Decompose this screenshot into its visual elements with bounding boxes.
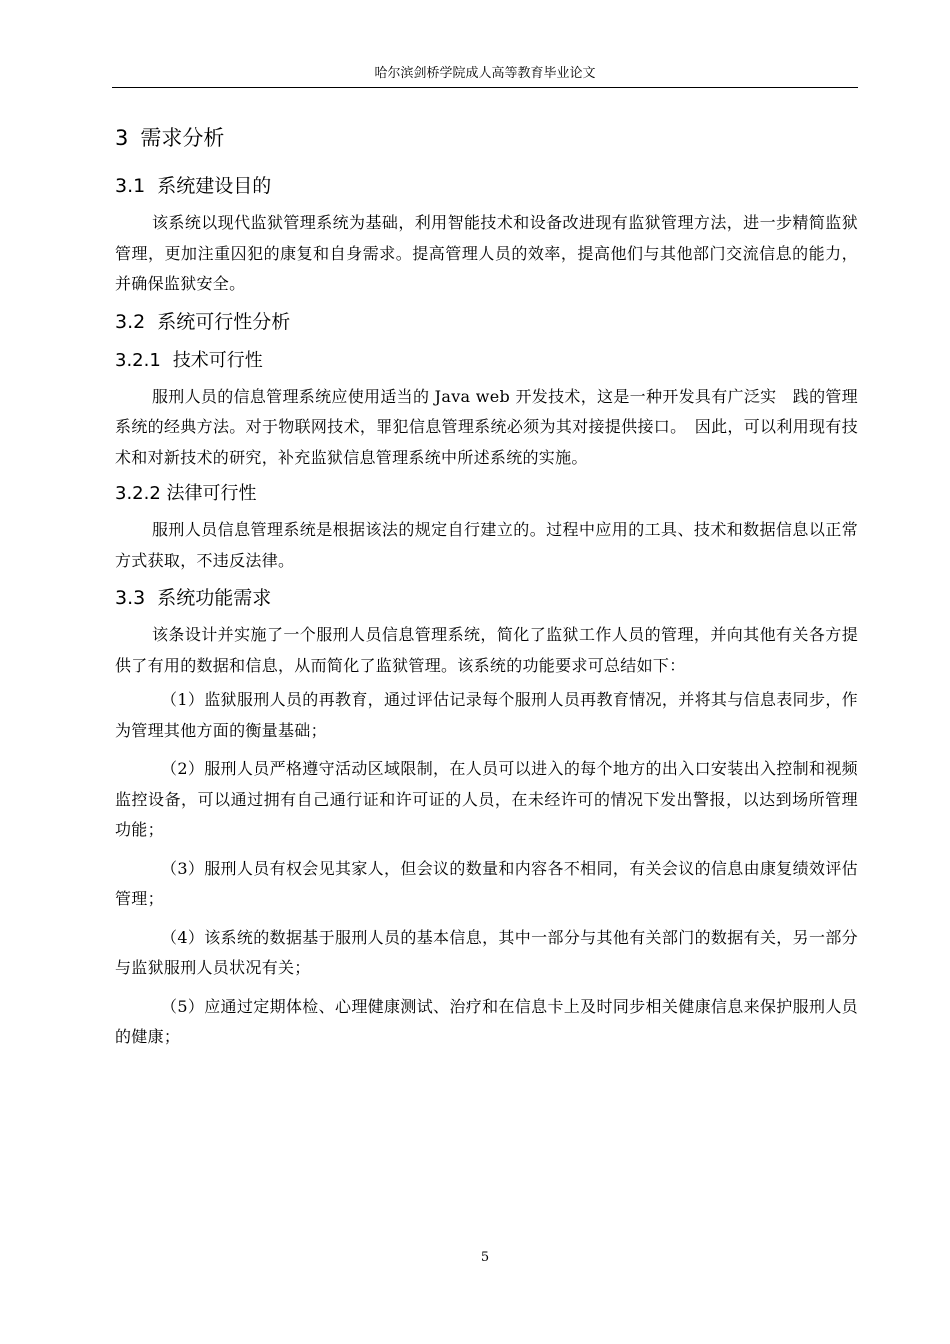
paragraph-3-1: 该系统以现代监狱管理系统为基础，利用智能技术和设备改进现有监狱管理方法，进一步精简监狱管理，更加注重囚犯的康复和自身需求。提高管理人员的效率，提高他们与其他部门交流信息的能力，并确保监狱安全。	[115, 213, 858, 293]
section-title: 技术可行性	[172, 349, 263, 371]
section-heading-3-2	[115, 304, 858, 340]
section-number: 3.2.1	[115, 349, 161, 371]
section-number: 3	[115, 126, 129, 150]
page-number: 5	[480, 1250, 490, 1265]
section-heading-3-2-1	[115, 344, 858, 378]
section-heading-3-3	[115, 580, 858, 616]
section-title: 系统建设目的	[157, 175, 272, 197]
section-number: 3.2	[115, 310, 146, 333]
section-title: 法律可行性	[166, 483, 257, 504]
requirement-item-5: （5）应通过定期体检、心理健康测试、治疗和在信息卡上及时同步相关健康信息来保护服刑人员的健康；	[115, 996, 858, 1046]
section-number: 3.1	[115, 175, 146, 197]
section-title: 需求分析	[140, 126, 225, 150]
paragraph-3-3-intro: 该条设计并实施了一个服刑人员信息管理系统，简化了监狱工作人员的管理，并向其他有关各方提供了有用的数据和信息，从而简化了监狱管理。该系统的功能要求可总结如下：	[115, 625, 858, 675]
section-heading-3-1	[115, 168, 858, 204]
paragraph-3-2-2: 服刑人员信息管理系统是根据该法的规定自行建立的。过程中应用的工具、技术和数据信息以正常方式获取，不违反法律。	[115, 520, 858, 570]
running-header: 哈尔滨剑桥学院成人高等教育毕业论文	[374, 66, 596, 81]
section-number: 3.3	[115, 587, 146, 609]
section-title: 系统可行性分析	[157, 310, 291, 333]
section-number: 3.2.2	[115, 483, 161, 504]
header-rule	[112, 87, 858, 88]
section-title: 系统功能需求	[157, 587, 272, 609]
requirement-item-3: （3）服刑人员有权会见其家人，但会议的数量和内容各不相同，有关会议的信息由康复绩效评估管理；	[115, 858, 858, 908]
page-content	[115, 118, 858, 1061]
section-heading-3	[115, 118, 858, 158]
requirement-item-2: （2）服刑人员严格遵守活动区域限制，在人员可以进入的每个地方的出入口安装出入控制和视频监控设备，可以通过拥有自己通行证和许可证的人员，在未经许可的情况下发出警报，以达到场所管理功能；	[115, 759, 858, 839]
requirement-item-1: （1）监狱服刑人员的再教育，通过评估记录每个服刑人员再教育情况，并将其与信息表同步，作为管理其他方面的衡量基础；	[115, 690, 858, 740]
requirement-item-4: （4）该系统的数据基于服刑人员的基本信息，其中一部分与其他有关部门的数据有关，另一部分与监狱服刑人员状况有关；	[115, 927, 858, 977]
section-heading-3-2-2	[115, 477, 858, 511]
paragraph-3-2-1: 服刑人员的信息管理系统应使用适当的 Java web 开发技术，这是一种开发具有广泛实 践的管理系统的经典方法。对于物联网技术，罪犯信息管理系统必须为其对接提供接口。 因此，可以利用现有技术和对新技术的研究，补充监狱信息管理系统中所述系统的实施。	[115, 386, 858, 467]
